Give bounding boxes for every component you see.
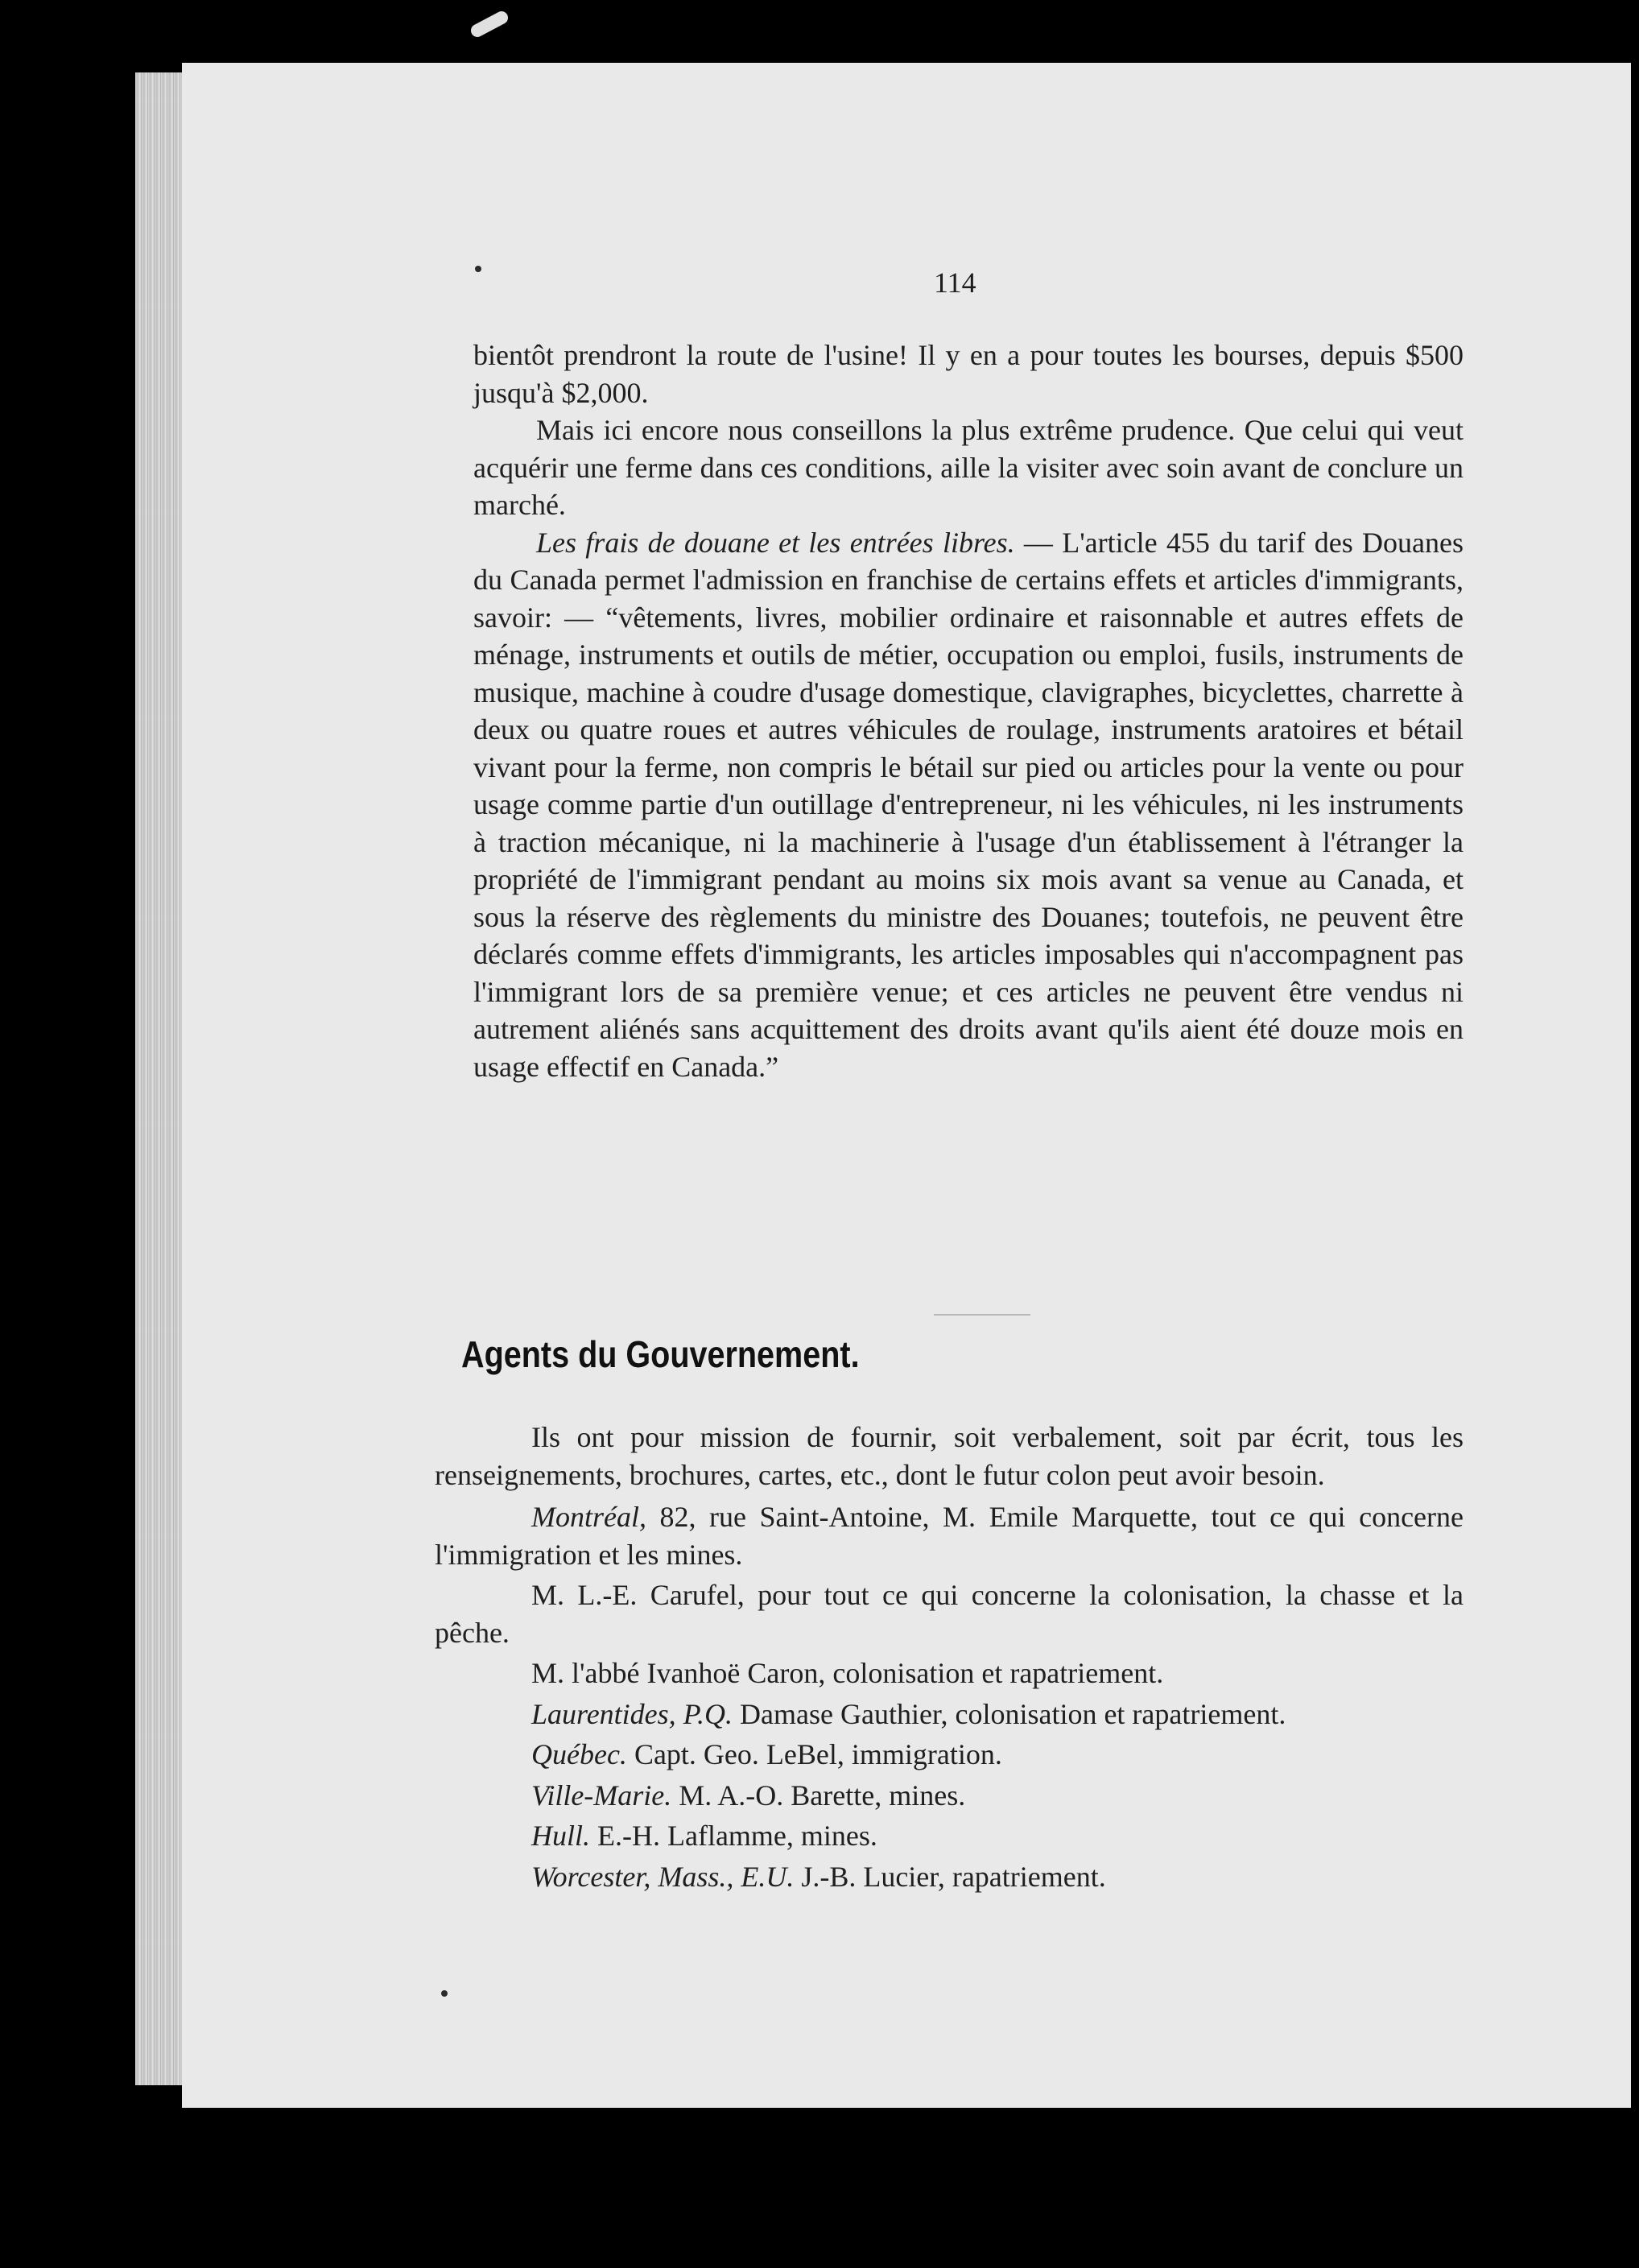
agent-entry (435, 1817, 1464, 1855)
agent-place: Laurentides, P.Q. (531, 1697, 733, 1730)
agents-section (435, 1419, 1464, 1898)
agent-details: J.-B. Lucier, rapatriement. (794, 1860, 1106, 1893)
agent-details: 82, rue Saint-Antoine, M. Emile Marquette, tout ce qui concerne l'immigration et les mines. (435, 1501, 1464, 1571)
agent-entry (435, 1655, 1464, 1692)
paragraph-customs (473, 524, 1464, 1086)
section-title: Agents du Gouvernement. (461, 1333, 860, 1375)
scan-mark (469, 9, 510, 39)
agent-details: E.-H. Laflamme, mines. (590, 1820, 877, 1852)
section-divider (934, 1314, 1030, 1316)
main-text (473, 337, 1464, 1085)
agent-details: Capt. Geo. LeBel, immigration. (626, 1738, 1002, 1770)
agent-place: Worcester, Mass., E.U. (531, 1860, 795, 1893)
page-number: 114 (934, 266, 976, 299)
customs-heading: Les frais de douane et les entrées libres. (536, 526, 1015, 559)
agent-place: Ville-Marie. (531, 1778, 672, 1812)
agent-entry (435, 1576, 1464, 1651)
paragraph-advice: Mais ici encore nous conseillons la plus extrême prudence. Que celui qui veut acquérir une ferme dans ces conditions, aille la visiter avec soin avant de conclure un marché. (473, 414, 1464, 521)
agent-details: M. A.-O. Barette, mines. (671, 1778, 966, 1812)
agent-entry (435, 1777, 1464, 1815)
bullet-dot (441, 1990, 448, 1997)
paragraph-continuation: bientôt prendront la route de l'usine! Il y en a pour toutes les bourses, depuis $500 jusqu'à $2,000. (473, 339, 1464, 409)
stray-dot (475, 266, 481, 272)
agent-entry (435, 1696, 1464, 1733)
agent-place: Québec. (531, 1738, 627, 1770)
agents-intro: Ils ont pour mission de fournir, soit verbalement, soit par écrit, tous les renseignements, brochures, cartes, etc., dont le futur colon peut avoir besoin. (435, 1421, 1464, 1491)
agent-place: Montréal, (531, 1501, 646, 1533)
agent-details: Damase Gauthier, colonisation et rapatriement. (733, 1697, 1286, 1730)
customs-text: — L'article 455 du tarif des Douanes du Canada permet l'admission en franchise de certains effets et articles d'immigrants, savoir: — “vêtements, livres, mobilier ordinaire et raisonnable et autres effets de ménage, instruments et outils de métier, occupation ou emploi, fusils, instruments de musique, machine à coudre d'usage domestique, clavigraphes, bicyclettes, charrette à deux ou quatre roues et autres véhicules de roulage, instruments aratoires et bétail vivant pour la ferme, non compris le bétail sur pied ou articles pour la vente ou pour usage comme partie d'un outillage d'entrepreneur, ni les véhicules, ni les instruments à traction mécanique, ni la machinerie à l'usage d'un établissement à l'étranger la propriété de l'immigrant pendant au moins six mois avant sa venue au Canada, et sous la réserve des règlements du ministre des Douanes; toutefois, ne peuvent être déclarés comme effets d'immigrants, les articles imposables qui n'accompagnent pas l'immigrant lors de sa première venue; et ces articles ne peuvent être vendus ni autrement aliénés sans acquittement des droits avant qu'ils aient été douze mois en usage effectif en Canada.” (473, 526, 1464, 1083)
agent-entry (435, 1858, 1464, 1896)
agent-entry (435, 1498, 1464, 1573)
agent-details: M. l'abbé Ivanhoë Caron, colonisation et rapatriement. (531, 1657, 1164, 1689)
agent-entry (435, 1736, 1464, 1774)
agent-details: M. L.-E. Carufel, pour tout ce qui concerne la colonisation, la chasse et la pêche. (435, 1579, 1464, 1649)
agent-place: Hull. (531, 1820, 591, 1852)
